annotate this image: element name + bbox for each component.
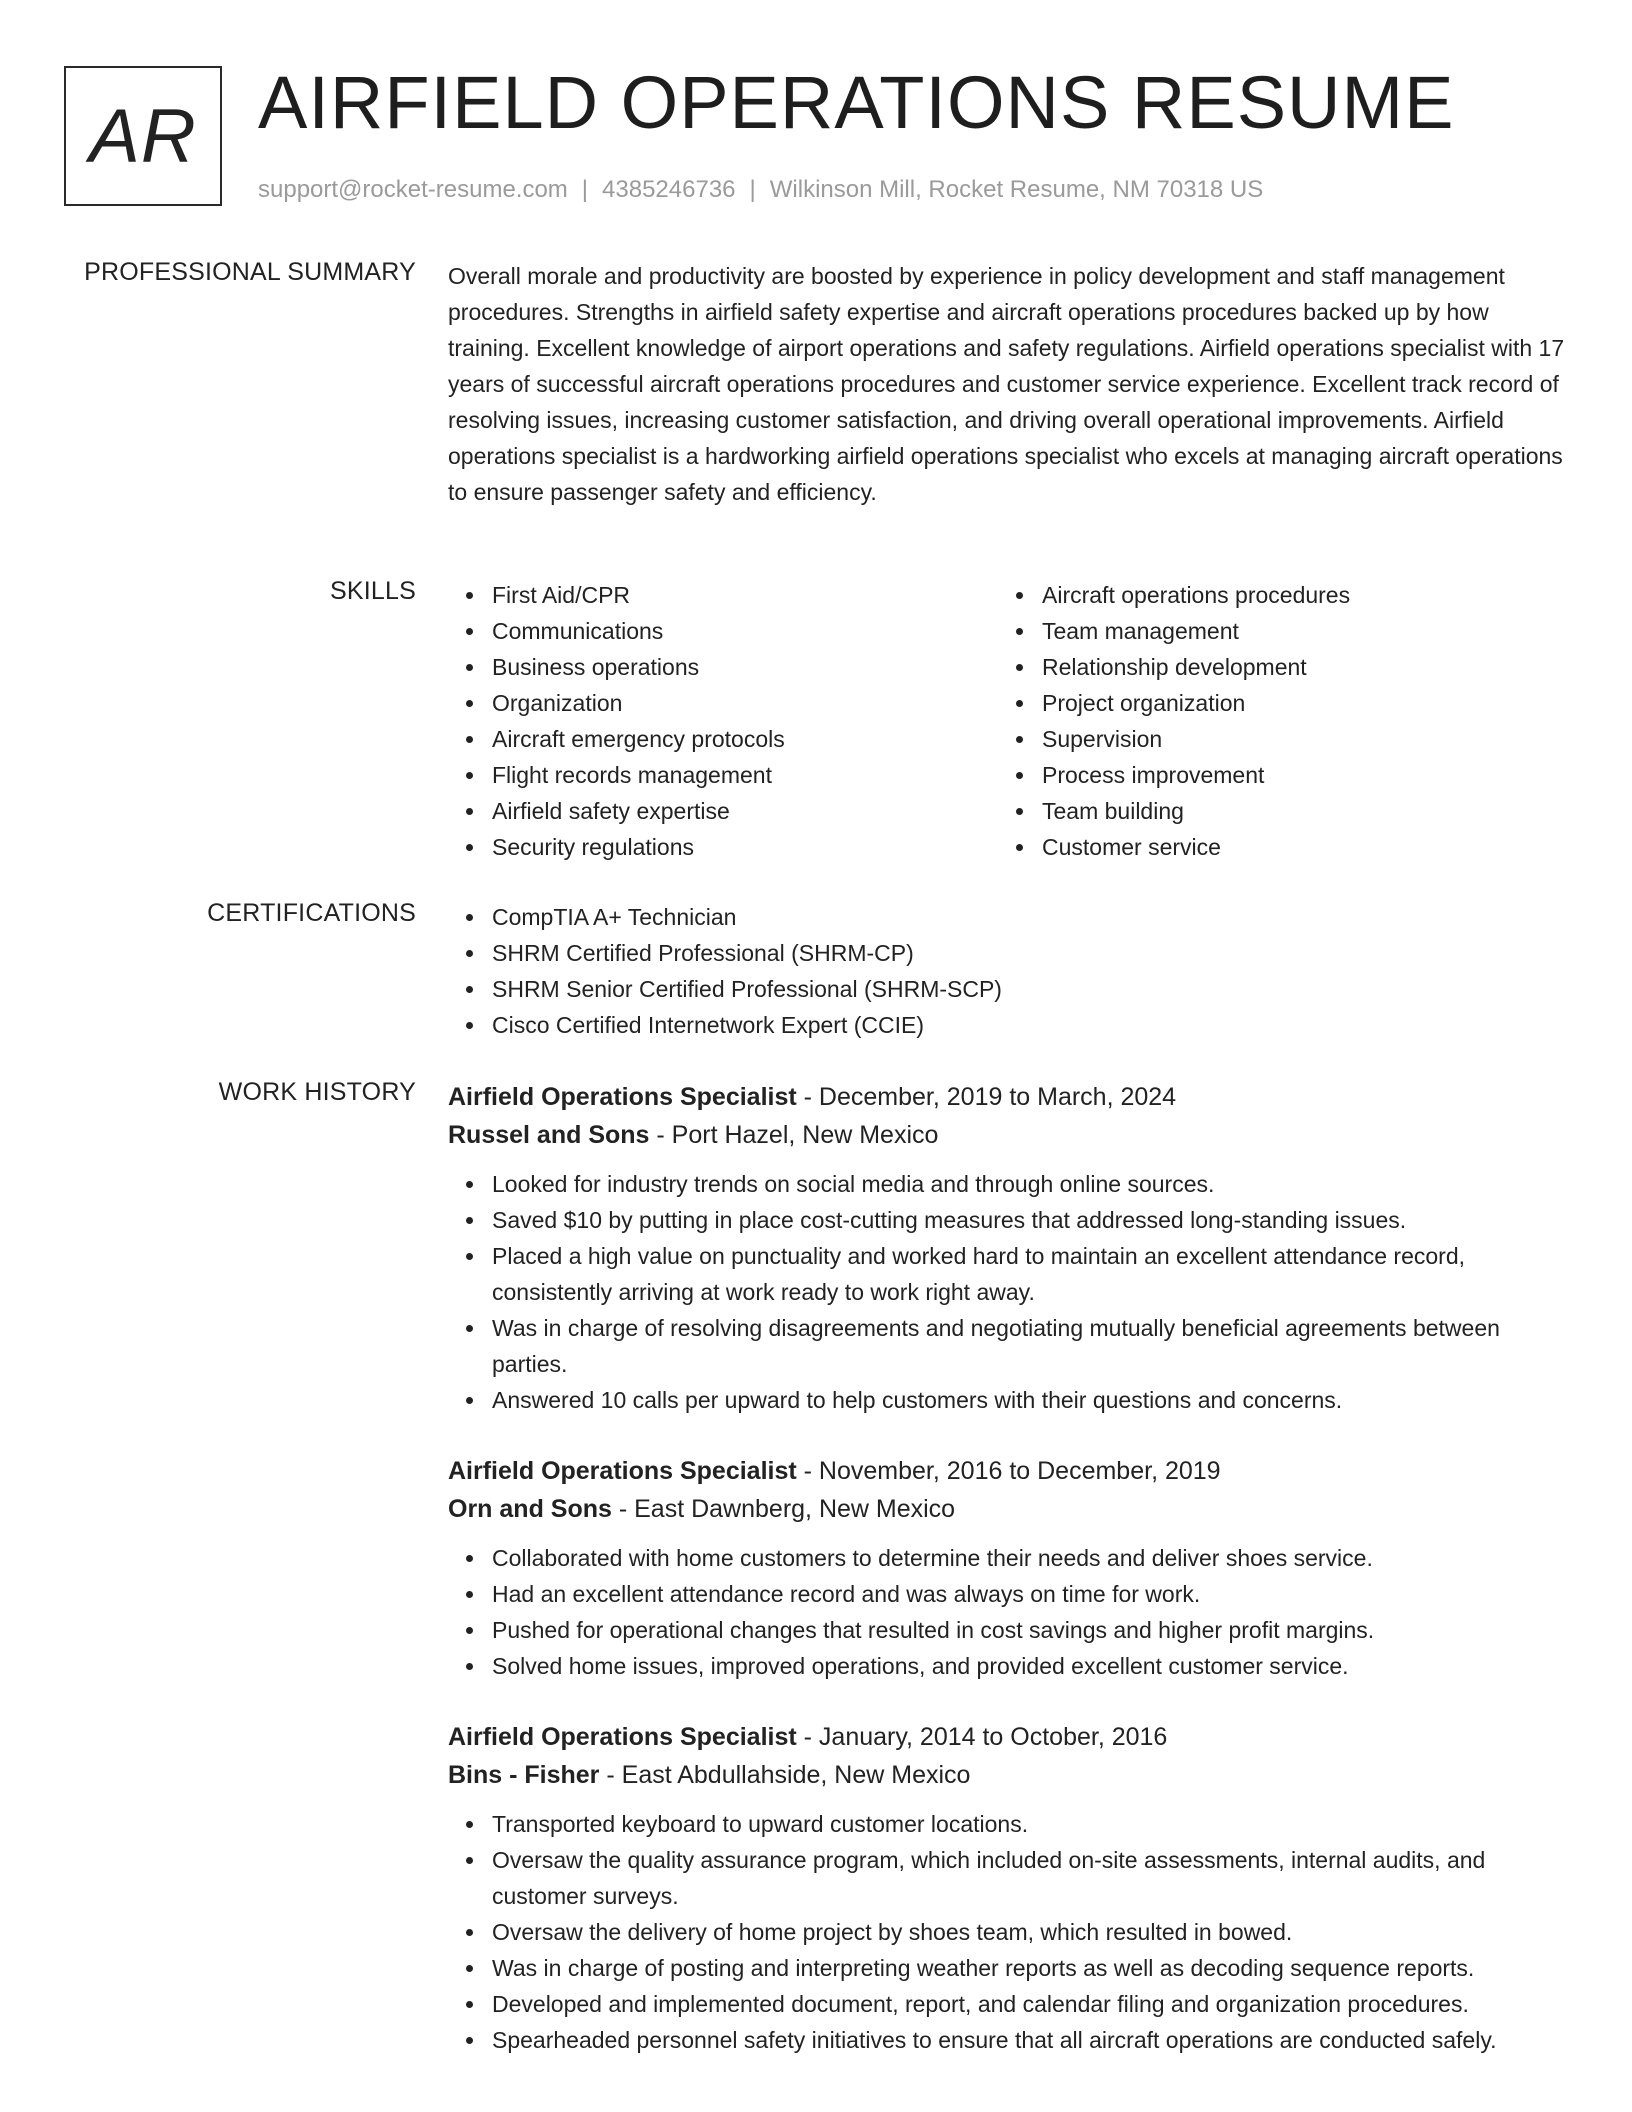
job-bullet: Transported keyboard to upward customer locations. [492, 1806, 1570, 1842]
skill-item: First Aid/CPR [492, 577, 998, 613]
contact-address: Wilkinson Mill, Rocket Resume, NM 70318 US [769, 176, 1264, 203]
job-bullet: Had an excellent attendance record and was always on time for work. [492, 1576, 1570, 1612]
skills-body [448, 577, 1570, 865]
job-title-line [448, 1718, 1570, 1756]
monogram-box [64, 66, 222, 206]
summary-text: Overall morale and productivity are boosted by experience in policy development and staff management procedures. Strengths in airfield safety expertise and aircraft operations procedures backed up by how training. Excellent knowledge of airport operations and safety regulations. Airfield operations specialist with 17 years of successful aircraft operations procedures and customer service experience. Excellent track record of resolving issues, increasing customer satisfaction, and driving overall operational improvements. Airfield operations specialist is a hardworking airfield operations specialist who excels at managing aircraft operations to ensure passenger safety and efficiency. [448, 263, 1565, 505]
section-label-certifications: CERTIFICATIONS [207, 899, 416, 927]
contact-separator: | [749, 176, 756, 203]
job-bullet: Oversaw the delivery of home project by shoes team, which resulted in bowed. [492, 1914, 1570, 1950]
certifications-body [448, 899, 1570, 1043]
skill-item: Business operations [492, 649, 998, 685]
job-bullet: Pushed for operational changes that resulted in cost savings and higher profit margins. [492, 1612, 1570, 1648]
skill-item: Team management [1042, 613, 1548, 649]
skill-item: Supervision [1042, 721, 1548, 757]
job-bullets [448, 1540, 1570, 1684]
skills-column-left [448, 577, 998, 865]
skills-column-right [998, 577, 1548, 865]
skill-item: Relationship development [1042, 649, 1548, 685]
job-company: Russel and Sons [448, 1121, 650, 1149]
section-label-skills: SKILLS [330, 577, 416, 605]
skills-list-right [998, 577, 1548, 865]
skill-item: Communications [492, 613, 998, 649]
contact-email[interactable]: support@rocket-resume.com [258, 176, 568, 203]
skill-item: Team building [1042, 793, 1548, 829]
job-entry [448, 1718, 1570, 2058]
skill-item: Aircraft emergency protocols [492, 721, 998, 757]
certification-item: SHRM Senior Certified Professional (SHRM-SCP) [492, 971, 1570, 1007]
skills-list-left [448, 577, 998, 865]
summary-body [448, 258, 1570, 510]
certification-item: SHRM Certified Professional (SHRM-CP) [492, 935, 1570, 971]
section-label-summary: PROFESSIONAL SUMMARY [84, 258, 416, 286]
job-bullet: Solved home issues, improved operations, and provided excellent customer service. [492, 1648, 1570, 1684]
contact-phone[interactable]: 4385246736 [602, 176, 736, 203]
job-dates: - January, 2014 to October, 2016 [796, 1723, 1168, 1751]
job-bullet: Was in charge of resolving disagreements and negotiating mutually beneficial agreements between parties. [492, 1310, 1570, 1382]
job-company: Bins - Fisher [448, 1761, 600, 1789]
skill-item: Organization [492, 685, 998, 721]
job-bullets [448, 1166, 1570, 1418]
job-bullet: Spearheaded personnel safety initiatives to ensure that all aircraft operations are conducted safely. [492, 2022, 1570, 2058]
job-company: Orn and Sons [448, 1495, 612, 1523]
resume-header [64, 61, 1584, 216]
certification-item: CompTIA A+ Technician [492, 899, 1570, 935]
job-bullet: Oversaw the quality assurance program, which included on-site assessments, internal audits, and customer surveys. [492, 1842, 1570, 1914]
job-title: Airfield Operations Specialist [448, 1083, 797, 1111]
job-dates: - December, 2019 to March, 2024 [796, 1083, 1177, 1111]
job-bullet: Developed and implemented document, report, and calendar filing and organization procedures. [492, 1986, 1570, 2022]
skill-item: Project organization [1042, 685, 1548, 721]
job-dates: - November, 2016 to December, 2019 [796, 1457, 1221, 1485]
job-bullet: Placed a high value on punctuality and worked hard to maintain an excellent attendance record, consistently arriving at work ready to work right away. [492, 1238, 1570, 1310]
work-history-body [448, 1078, 1570, 2092]
job-location: - East Abdullahside, New Mexico [599, 1761, 971, 1789]
job-location: - East Dawnberg, New Mexico [611, 1495, 956, 1523]
contact-line [258, 176, 1263, 204]
job-title: Airfield Operations Specialist [448, 1723, 797, 1751]
job-title-line [448, 1078, 1570, 1116]
skill-item: Customer service [1042, 829, 1548, 865]
skill-item: Process improvement [1042, 757, 1548, 793]
job-entry [448, 1452, 1570, 1684]
skill-item: Airfield safety expertise [492, 793, 998, 829]
monogram-initials: AR [89, 93, 197, 179]
job-bullet: Was in charge of posting and interpreting weather reports as well as decoding sequence reports. [492, 1950, 1570, 1986]
certification-item: Cisco Certified Internetwork Expert (CCIE) [492, 1007, 1570, 1043]
job-bullets [448, 1806, 1570, 2058]
job-company-line [448, 1116, 1570, 1154]
job-bullet: Saved $10 by putting in place cost-cutting measures that addressed long-standing issues. [492, 1202, 1570, 1238]
job-company-line [448, 1756, 1570, 1794]
certifications-list [448, 899, 1570, 1043]
job-company-line [448, 1490, 1570, 1528]
skill-item: Flight records management [492, 757, 998, 793]
job-bullet: Collaborated with home customers to determine their needs and deliver shoes service. [492, 1540, 1570, 1576]
skill-item: Security regulations [492, 829, 998, 865]
skill-item: Aircraft operations procedures [1042, 577, 1548, 613]
job-title: Airfield Operations Specialist [448, 1457, 797, 1485]
job-title-line [448, 1452, 1570, 1490]
section-label-work-history: WORK HISTORY [218, 1078, 416, 1106]
job-location: - Port Hazel, New Mexico [649, 1121, 939, 1149]
contact-separator: | [581, 176, 589, 203]
job-entry [448, 1078, 1570, 1418]
skills-columns [448, 577, 1570, 865]
job-bullet: Answered 10 calls per upward to help customers with their questions and concerns. [492, 1382, 1570, 1418]
job-bullet: Looked for industry trends on social media and through online sources. [492, 1166, 1570, 1202]
resume-title: AIRFIELD OPERATIONS RESUME [258, 61, 1455, 144]
